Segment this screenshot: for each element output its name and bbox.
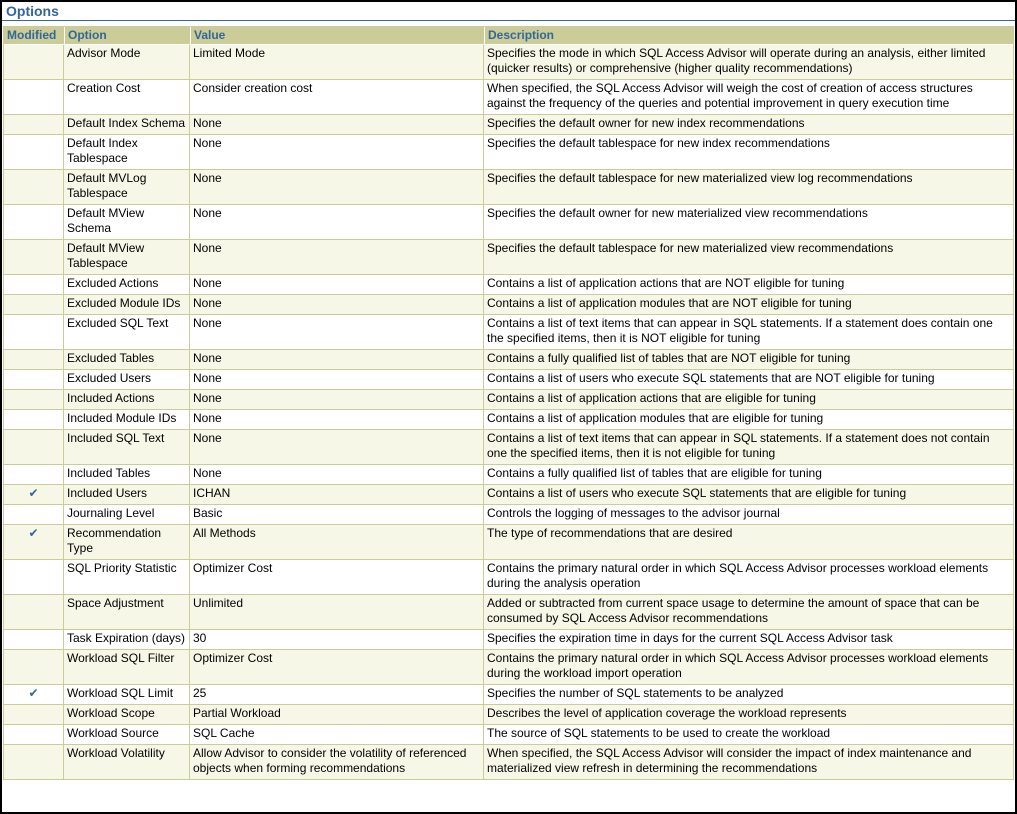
table-row [4,410,1013,430]
check-icon: ✔ [28,486,39,500]
option-cell: Included Tables [64,465,190,485]
modified-cell [4,725,64,745]
value-cell: None [190,465,484,485]
table-row [4,705,1013,725]
table-row [4,595,1013,630]
table-row [4,630,1013,650]
table-row [4,525,1013,560]
value-cell: None [190,390,484,410]
option-cell: Recommendation Type [64,525,190,560]
table-row [4,275,1013,295]
modified-cell [4,485,64,505]
value-cell: SQL Cache [190,725,484,745]
modified-cell [4,170,64,205]
modified-cell [4,315,64,350]
table-row [4,505,1013,525]
table-row [4,390,1013,410]
table-row [4,350,1013,370]
column-header-value: Value [190,27,484,45]
description-cell: Specifies the default owner for new index recommendations [484,115,1013,135]
description-cell: Controls the logging of messages to the advisor journal [484,505,1013,525]
description-cell: The type of recommendations that are desired [484,525,1013,560]
value-cell: None [190,410,484,430]
option-cell: Space Adjustment [64,595,190,630]
option-cell: Included Module IDs [64,410,190,430]
value-cell: Partial Workload [190,705,484,725]
option-cell: Default MView Tablespace [64,240,190,275]
description-cell: Specifies the mode in which SQL Access Advisor will operate during an analysis, either limited (quicker results) or comprehensive (higher quality recommendations) [484,45,1013,80]
option-cell: Included Actions [64,390,190,410]
options-table-container [2,21,1015,781]
modified-cell [4,505,64,525]
value-cell: Allow Advisor to consider the volatility of referenced objects when forming recommendations [190,745,484,779]
table-row [4,370,1013,390]
table-row [4,295,1013,315]
modified-cell [4,80,64,115]
value-cell: Basic [190,505,484,525]
value-cell: None [190,295,484,315]
option-cell: Task Expiration (days) [64,630,190,650]
modified-cell [4,205,64,240]
value-cell: None [190,370,484,390]
modified-cell [4,115,64,135]
option-cell: Journaling Level [64,505,190,525]
description-cell: Specifies the number of SQL statements to be analyzed [484,685,1013,705]
modified-cell [4,295,64,315]
table-row [4,430,1013,465]
description-cell: Describes the level of application coverage the workload represents [484,705,1013,725]
modified-cell [4,745,64,779]
value-cell: None [190,350,484,370]
option-cell: Workload SQL Filter [64,650,190,685]
value-cell: Limited Mode [190,45,484,80]
description-cell: The source of SQL statements to be used to create the workload [484,725,1013,745]
value-cell: Unlimited [190,595,484,630]
modified-cell [4,390,64,410]
column-header-description: Description [484,27,1013,45]
table-row [4,170,1013,205]
modified-cell [4,560,64,595]
option-cell: Excluded Users [64,370,190,390]
option-cell: Workload SQL Limit [64,685,190,705]
value-cell: Optimizer Cost [190,650,484,685]
modified-cell [4,135,64,170]
modified-cell [4,650,64,685]
description-cell: Specifies the default tablespace for new materialized view log recommendations [484,170,1013,205]
modified-cell [4,705,64,725]
value-cell: None [190,275,484,295]
value-cell: None [190,135,484,170]
modified-cell [4,240,64,275]
table-row [4,135,1013,170]
column-header-option: Option [64,27,190,45]
value-cell: None [190,115,484,135]
table-row [4,685,1013,705]
modified-cell [4,370,64,390]
modified-cell [4,595,64,630]
option-cell: Included SQL Text [64,430,190,465]
option-cell: Excluded Actions [64,275,190,295]
modified-cell [4,275,64,295]
check-icon: ✔ [28,686,39,700]
table-row [4,315,1013,350]
table-row [4,80,1013,115]
value-cell: None [190,430,484,465]
description-cell: When specified, the SQL Access Advisor will consider the impact of index maintenance and materialized view refresh in determining the recommendations [484,745,1013,779]
description-cell: Added or subtracted from current space usage to determine the amount of space that can be consumed by SQL Access Advisor recommendations [484,595,1013,630]
description-cell: Specifies the expiration time in days for the current SQL Access Advisor task [484,630,1013,650]
value-cell: None [190,170,484,205]
modified-cell [4,630,64,650]
description-cell: Contains the primary natural order in which SQL Access Advisor processes workload elements during the workload import operation [484,650,1013,685]
table-row [4,205,1013,240]
table-header-row [4,27,1013,45]
description-cell: Contains a fully qualified list of tables that are eligible for tuning [484,465,1013,485]
value-cell: None [190,315,484,350]
table-row [4,485,1013,505]
modified-cell [4,685,64,705]
table-row [4,560,1013,595]
value-cell: None [190,205,484,240]
option-cell: Excluded Module IDs [64,295,190,315]
title-bar [2,2,1015,21]
value-cell: All Methods [190,525,484,560]
description-cell: Contains a list of users who execute SQL statements that are eligible for tuning [484,485,1013,505]
option-cell: Creation Cost [64,80,190,115]
value-cell: 30 [190,630,484,650]
table-row [4,240,1013,275]
table-row [4,465,1013,485]
description-cell: Contains a list of application actions that are eligible for tuning [484,390,1013,410]
option-cell: Excluded Tables [64,350,190,370]
description-cell: Contains the primary natural order in which SQL Access Advisor processes workload elements during the analysis operation [484,560,1013,595]
value-cell: None [190,240,484,275]
description-cell: Contains a list of text items that can appear in SQL statements. If a statement does contain one the specified items, then it is NOT eligible for tuning [484,315,1013,350]
option-cell: Workload Scope [64,705,190,725]
modified-cell [4,410,64,430]
option-cell: Default Index Schema [64,115,190,135]
option-cell: Excluded SQL Text [64,315,190,350]
modified-cell [4,350,64,370]
option-cell: Default MVLog Tablespace [64,170,190,205]
description-cell: Contains a list of text items that can appear in SQL statements. If a statement does not contain one the specified items, then it is not eligible for tuning [484,430,1013,465]
option-cell: SQL Priority Statistic [64,560,190,595]
option-cell: Included Users [64,485,190,505]
description-cell: When specified, the SQL Access Advisor will weigh the cost of creation of access structures against the frequency of the queries and potential improvement in query execution time [484,80,1013,115]
option-cell: Workload Source [64,725,190,745]
table-row [4,745,1013,779]
modified-cell [4,430,64,465]
description-cell: Specifies the default tablespace for new materialized view recommendations [484,240,1013,275]
description-cell: Specifies the default tablespace for new index recommendations [484,135,1013,170]
value-cell: ICHAN [190,485,484,505]
table-row [4,45,1013,80]
description-cell: Contains a list of users who execute SQL statements that are NOT eligible for tuning [484,370,1013,390]
check-icon: ✔ [28,526,39,540]
description-cell: Contains a list of application actions that are NOT eligible for tuning [484,275,1013,295]
table-row [4,650,1013,685]
options-table [3,26,1014,780]
table-row [4,115,1013,135]
option-cell: Advisor Mode [64,45,190,80]
modified-cell [4,465,64,485]
value-cell: Consider creation cost [190,80,484,115]
column-header-modified: Modified [4,27,64,45]
page-title: Options [6,3,59,19]
table-row [4,725,1013,745]
option-cell: Default MView Schema [64,205,190,240]
option-cell: Workload Volatility [64,745,190,779]
description-cell: Specifies the default owner for new materialized view recommendations [484,205,1013,240]
modified-cell [4,45,64,80]
option-cell: Default Index Tablespace [64,135,190,170]
description-cell: Contains a fully qualified list of tables that are NOT eligible for tuning [484,350,1013,370]
description-cell: Contains a list of application modules that are NOT eligible for tuning [484,295,1013,315]
value-cell: Optimizer Cost [190,560,484,595]
description-cell: Contains a list of application modules that are eligible for tuning [484,410,1013,430]
value-cell: 25 [190,685,484,705]
modified-cell [4,525,64,560]
